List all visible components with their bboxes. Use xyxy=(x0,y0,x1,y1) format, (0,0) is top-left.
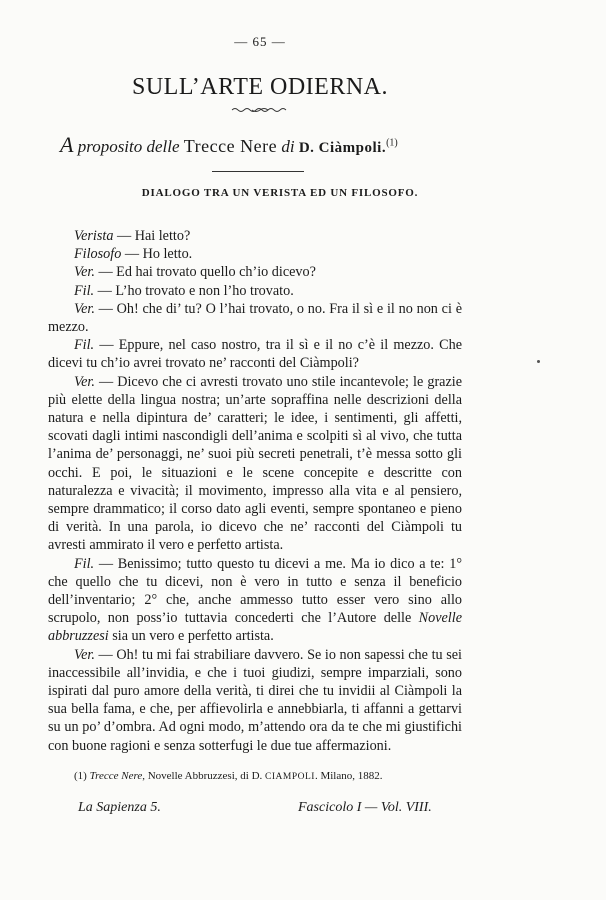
dialogue-text: — Ed hai trovato quello ch’io dicevo? xyxy=(94,264,316,281)
dialogue-text: — Oh! che di’ tu? O l’hai trovato, o no. Fra il sì e il no non ci è mezzo. xyxy=(48,300,462,336)
dialogue-text: — Hai letto? xyxy=(113,228,191,244)
subtitle-word-proposito: proposito xyxy=(77,137,143,156)
dialogue-line xyxy=(48,646,462,755)
speaker-label: Ver. xyxy=(74,264,95,281)
speaker-label: Ver. xyxy=(74,373,95,390)
wavy-rule-ornament xyxy=(230,105,290,115)
subtitle-initial: A xyxy=(60,132,74,157)
dialogue-line xyxy=(48,263,462,281)
footnote-mark: (1) xyxy=(74,770,87,782)
dialogue-line xyxy=(48,245,462,263)
dialogue-body xyxy=(48,227,462,755)
dialogue-text: — Eppure, nel caso nostro, tra il sì e il no c’è il mezzo. Che dicevi tu ch’io avrei trovato ne’ racconti del Ciàmpoli? xyxy=(48,337,462,372)
footer-issue-volume: Fascicolo I — Vol. VIII. xyxy=(298,800,432,815)
dialogue-text: — Ho letto. xyxy=(121,246,193,263)
dialogue-line xyxy=(48,227,462,245)
footnote-book-title: Trecce Nere xyxy=(89,770,143,782)
article-title: SULL’ARTE ODIERNA. xyxy=(132,74,388,100)
subtitle-author: D. Ciàmpoli. xyxy=(298,140,387,156)
section-divider xyxy=(212,171,304,172)
paper-speck xyxy=(537,360,540,363)
subtitle-word-di: di xyxy=(281,137,295,156)
footnote-reference: (1) xyxy=(386,137,398,149)
dialogue-heading: DIALOGO TRA UN VERISTA ED UN FILOSOFO. xyxy=(141,187,419,199)
footnote-text: . Milano, 1882. xyxy=(314,770,383,782)
dialogue-text: — Dicevo che ci avresti trovato uno stile incantevole; le grazie più elette della lingua nostra; un’arte sopraffina nelle descrizioni della natura e nella dipintura de’ caratteri; le idee, i sentimenti, gli affetti, scovati dagli intimi nascondigli dell’anima e scolpiti sì al vivo, che tutta l’anima de’ personaggi, ne’ suoi più secreti penetrali, t’è messa sotto gli occhi. E poi, le situazioni e le scene concepite e descritte con naturalezza e vivacità; il movimento, impresso alla vita e al pensiero, sempre drammatico; il corso dato agli eventi, sempre spontaneo e pieno di verità. In una parola, io dicevo che ne’ racconti del Ciàmpoli tu avresti ammirato il vero e perfetto artista. xyxy=(48,373,462,554)
speaker-label: Fil. xyxy=(74,337,95,354)
dialogue-text: — Oh! tu mi fai strabiliare davvero. Se io non sapessi che tu sei inaccessibile all’invidia, e che i tuoi giudizi, sempre imparziali, sono ispirati dal puro amore della verità, ti direi che tu invidii al Ciàmpoli la sua bella fama, e che, per affievolirla e annebbiarla, ti affanni a gettarvi su un po’ d’ombra. Ad ogni modo, m’attendo ora da te che mi giustifichi con buone ragioni e senza sotterfugi le due tue affermazioni. xyxy=(48,646,462,754)
speaker-label: Ver. xyxy=(74,300,95,317)
speaker-label: Filosofo xyxy=(74,246,122,263)
subtitle-word-delle: delle xyxy=(146,137,180,156)
dialogue-line xyxy=(48,282,462,300)
footer-journal-signature: La Sapienza 5. xyxy=(78,800,161,815)
footnote xyxy=(48,770,462,782)
footnote-author: CIAMPOLI xyxy=(265,772,315,782)
dialogue-line xyxy=(48,373,462,555)
speaker-label: Fil. xyxy=(74,555,95,572)
article-subtitle xyxy=(60,132,530,158)
page-number: — 65 — xyxy=(234,34,286,49)
dialogue-text: — L’ho trovato e non l’ho trovato. xyxy=(94,282,294,299)
cited-book-title: Novelle abbruzzesi xyxy=(48,610,462,645)
dialogue-text: sia un vero e perfetto artista. xyxy=(108,628,274,645)
speaker-label: Fil. xyxy=(74,282,95,299)
dialogue-line xyxy=(48,555,462,646)
dialogue-text: — Benissimo; tutto questo tu dicevi a me. Ma io dico a te: 1° che quello che tu dicevi, non è vero in tutto e senza il beneficio dell’inventario; 2° che, anche ammesso tutto esser vero sino allo scrupolo, non poss’io tuttavia concederti che l’Autore delle xyxy=(48,555,462,627)
dialogue-line xyxy=(48,300,462,336)
speaker-label: Ver. xyxy=(74,646,95,663)
footnote-text: , Novelle Abbruzzesi, di D. xyxy=(142,770,266,782)
dialogue-line xyxy=(48,336,462,372)
speaker-label: Verista xyxy=(74,228,114,244)
subtitle-book-title: Trecce Nere xyxy=(183,136,278,156)
